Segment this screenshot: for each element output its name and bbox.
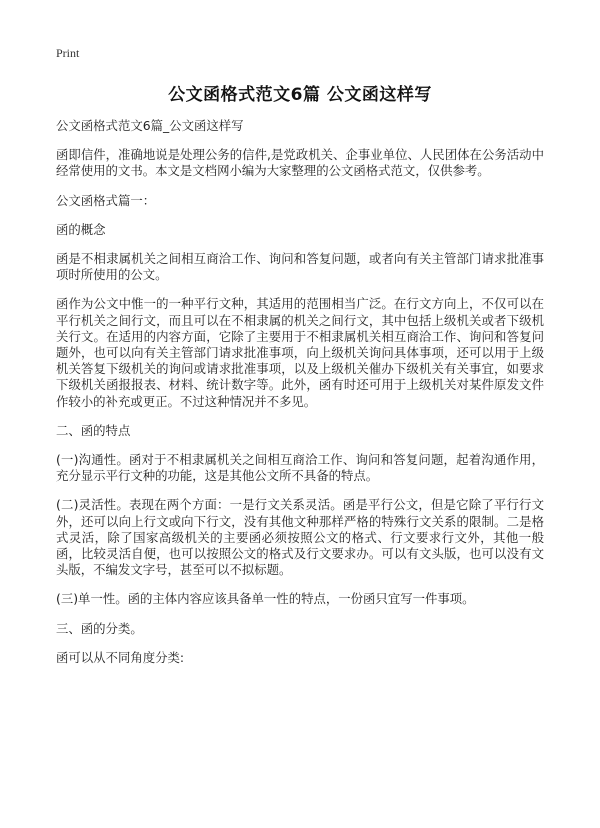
concept-paragraph: 函是不相隶属机关之间相互商洽工作、询问和答复问题，或者向有关主管部门请求批准事项时所使用的公文。 — [56, 251, 544, 283]
section-heading-classification: 三、函的分类。 — [56, 620, 143, 636]
scope-paragraph: 函作为公文中惟一的一种平行文种，其适用的范围相当广泛。在行文方向上，不仅可以在平行机关之间行文，而且可以在不相隶属的机关之间行文，其中包括上级机关或者下级机关行文。在适用的内容方面，它除了主要用于不相隶属机关相互商洽工作、询问和答复问题外，也可以向有关主管部门请求批准事项，向上级机关询问具体事项，还可以用于上级机关答复下级机关的询问或请求批准事项，以及上级机关催办下级机关有关事宜，如要求下级机关函报报表、材料、统计数字等。此外，函有时还可用于上级机关对某件原发文件作较小的补充或更正。不过这种情况并不多见。 — [56, 296, 544, 409]
feature-singularity-paragraph: (三)单一性。函的主体内容应该具备单一性的特点，一份函只宜写一件事项。 — [56, 591, 475, 607]
print-label: Print — [56, 46, 80, 60]
intro-paragraph: 函即信件，准确地说是处理公务的信件,是党政机关、企事业单位、人民团体在公务活动中经常使用的文书。本文是文档网小编为大家整理的公文函格式范文，仅供参考。 — [56, 147, 544, 179]
feature-flexibility-paragraph: (二)灵活性。表现在两个方面：一是行文关系灵活。函是平行公文，但是它除了平行行文外，还可以向上行文或向下行文，没有其他文种那样严格的特殊行文关系的限制。二是格式灵活，除了国家高级机关的主要函必须按照公文的格式、行文要求行文外，其他一般函，比较灵活自便，也可以按照公文的格式及行文要求办。可以有文头版，也可以没有文头版，不编发文字号，甚至可以不拟标题。 — [56, 497, 544, 578]
page-title: 公文函格式范文6篇 公文函这样写 — [168, 85, 432, 105]
feature-communication-paragraph: (一)沟通性。函对于不相隶属机关之间相互商洽工作、询问和答复问题，起着沟通作用，充分显示平行文种的功能，这是其他公文所不具备的特点。 — [56, 452, 544, 484]
section-heading-features: 二、函的特点 — [56, 422, 131, 438]
subtitle-paragraph: 公文函格式范文6篇_公文函这样写 — [56, 118, 244, 133]
classification-intro-paragraph: 函可以从不同角度分类: — [56, 649, 185, 665]
document-body — [56, 118, 544, 679]
section-heading-concept: 函的概念 — [56, 221, 106, 237]
section-heading-part-one: 公文函格式篇一： — [56, 192, 156, 208]
